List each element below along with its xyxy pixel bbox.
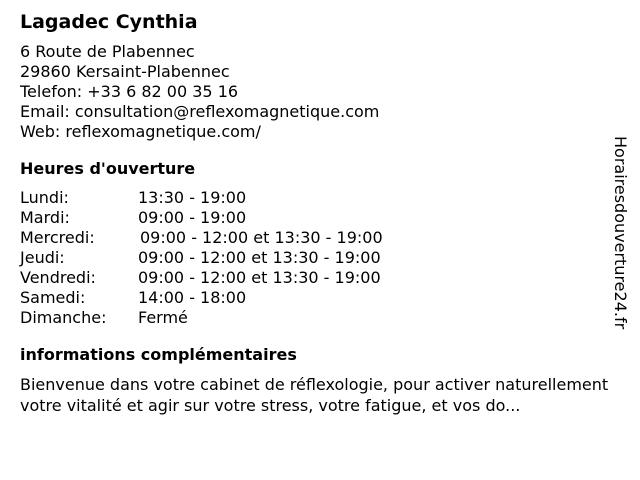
address-street: 6 Route de Plabennec	[20, 42, 195, 61]
web-label: Web:	[20, 122, 61, 141]
business-name: Lagadec Cynthia	[20, 11, 198, 33]
hours-row-mardi	[20, 208, 620, 228]
hours-row-lundi	[20, 188, 620, 208]
info-title: informations complémentaires	[20, 345, 297, 364]
hours-day: Mercredi:	[20, 228, 95, 247]
info-text: Bienvenue dans votre cabinet de réflexologie, pour activer naturellement votre vitalité et agir sur votre stress, votre fatigue, et vos do...	[20, 375, 609, 415]
hours-time: 09:00 - 12:00 et 13:30 - 19:00	[140, 228, 383, 247]
hours-title: Heures d'ouverture	[20, 159, 196, 178]
email-line	[20, 102, 620, 122]
hours-time: 13:30 - 19:00	[138, 188, 247, 207]
hours-time: 09:00 - 12:00 et 13:30 - 19:00	[138, 268, 381, 287]
hours-time: 09:00 - 19:00	[138, 208, 247, 227]
hours-row-dimanche	[20, 308, 620, 328]
hours-day: Samedi:	[20, 288, 86, 307]
business-card	[20, 10, 620, 416]
hours-day: Dimanche:	[20, 308, 107, 327]
web-line	[20, 122, 620, 142]
hours-time: Fermé	[138, 308, 188, 327]
hours-day: Jeudi:	[20, 248, 65, 267]
hours-row-mercredi	[20, 228, 620, 248]
hours-row-samedi	[20, 288, 620, 308]
address-city: 29860 Kersaint-Plabennec	[20, 62, 230, 81]
watermark-text: Horairesdouverture24.fr	[611, 136, 630, 330]
web-link[interactable]: reflexomagnetique.com/	[65, 122, 261, 141]
hours-table	[20, 188, 620, 328]
hours-time: 09:00 - 12:00 et 13:30 - 19:00	[138, 248, 381, 267]
phone-line	[20, 82, 620, 102]
email-label: Email:	[20, 102, 70, 121]
hours-day: Mardi:	[20, 208, 70, 227]
hours-time: 14:00 - 18:00	[138, 288, 247, 307]
hours-day: Vendredi:	[20, 268, 96, 287]
email-address[interactable]: consultation@reflexomagnetique.com	[74, 102, 380, 121]
phone-label: Telefon:	[20, 82, 83, 101]
hours-day: Lundi:	[20, 188, 69, 207]
hours-row-jeudi	[20, 248, 620, 268]
phone-number[interactable]: +33 6 82 00 35 16	[87, 82, 239, 101]
hours-row-vendredi	[20, 268, 620, 288]
